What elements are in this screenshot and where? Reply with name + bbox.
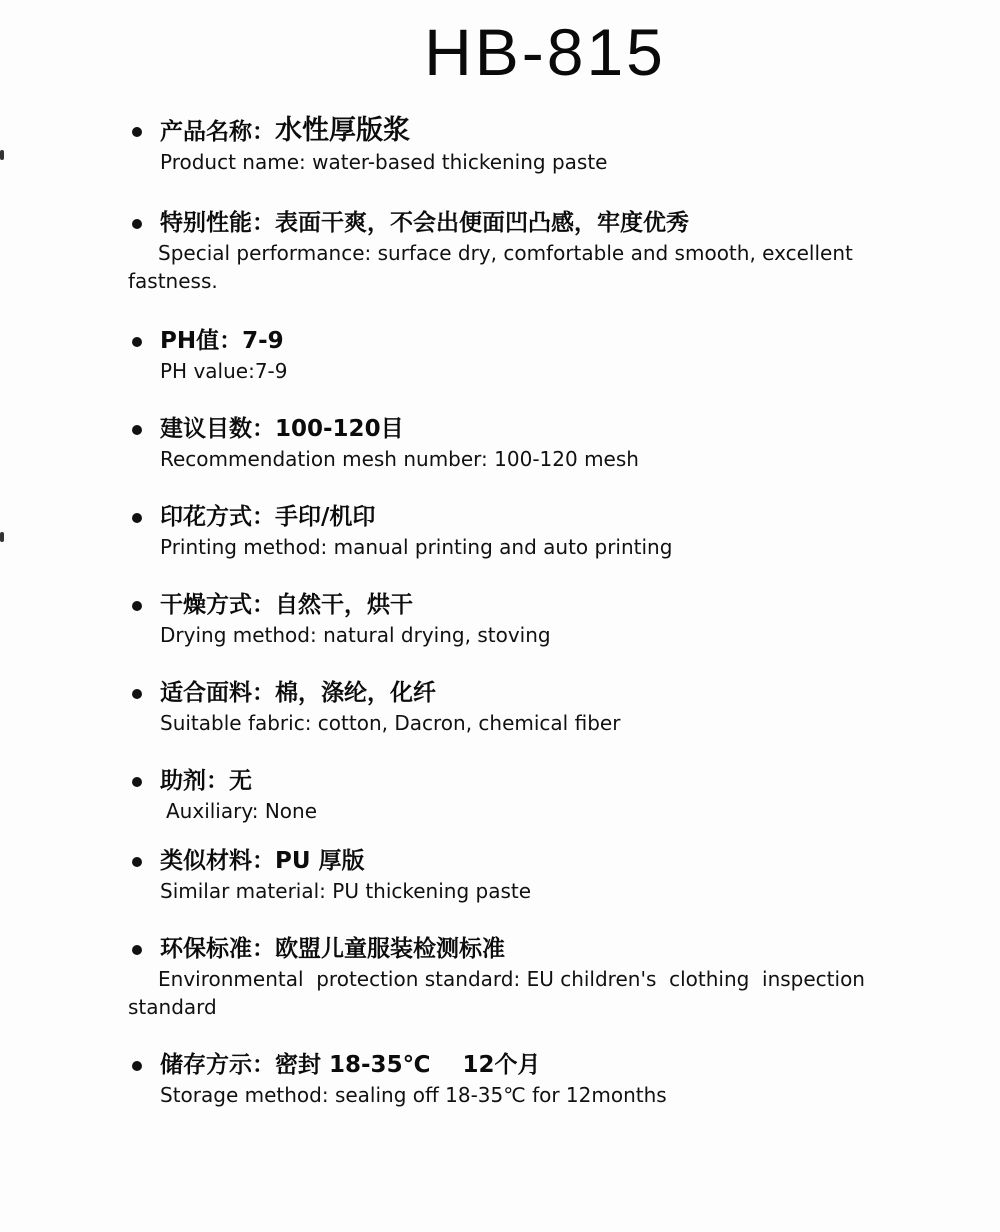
- bullet-icon: [132, 127, 142, 137]
- bullet-icon: [132, 219, 142, 229]
- spec-item-zh: [128, 208, 928, 238]
- spec-value: 7-9: [242, 328, 284, 354]
- spec-label: 助剂：: [160, 768, 229, 794]
- spec-item-zh: [128, 414, 928, 444]
- spec-label: 储存方示：: [160, 1052, 275, 1078]
- spec-item-en: Environmental protection standard: EU children's clothing inspection standard: [128, 967, 872, 1019]
- spec-label: 产品名称：: [160, 119, 275, 145]
- spec-label: 环保标准：: [160, 936, 275, 962]
- spec-item-zh: [128, 116, 928, 147]
- spec-item-zh: [128, 766, 928, 796]
- spec-item-environmental-standard: [128, 934, 928, 1021]
- spec-item-zh: [128, 846, 928, 876]
- spec-item-similar-material: [128, 846, 928, 905]
- spec-label: 类似材料：: [160, 848, 275, 874]
- bullet-icon: [132, 513, 142, 523]
- spec-value: 无: [229, 768, 252, 794]
- spec-item-en: Drying method: natural drying, stoving: [160, 623, 551, 647]
- spec-item-drying-method: [128, 590, 928, 649]
- product-code-title: HB-815: [424, 15, 666, 89]
- bullet-icon: [132, 777, 142, 787]
- spec-item-product-name: [128, 116, 928, 176]
- spec-item-printing-method: [128, 502, 928, 561]
- spec-item-en: Recommendation mesh number: 100-120 mesh: [160, 447, 639, 471]
- bullet-icon: [132, 601, 142, 611]
- spec-item-storage-method: [128, 1050, 928, 1109]
- spec-item-zh: [128, 502, 928, 532]
- spec-label: PH值：: [160, 328, 243, 354]
- spec-item-en: Similar material: PU thickening paste: [160, 879, 532, 903]
- spec-label: 适合面料：: [160, 680, 275, 706]
- spec-item-zh: [128, 590, 928, 620]
- spec-value: 表面干爽，不会出便面凹凸感，牢度优秀: [275, 210, 689, 236]
- spec-item-suitable-fabric: [128, 678, 928, 737]
- spec-value: PU 厚版: [275, 848, 365, 874]
- bullet-icon: [132, 425, 142, 435]
- spec-value: 密封 18-35℃ 12个月: [275, 1052, 541, 1078]
- spec-item-en: Printing method: manual printing and auto printing: [160, 535, 673, 559]
- bullet-icon: [132, 689, 142, 699]
- spec-item-en: Special performance: surface dry, comfortable and smooth, excellent fastness.: [128, 241, 853, 293]
- spec-item-special-performance: [128, 208, 928, 295]
- bullet-icon: [132, 1061, 142, 1071]
- spec-item-zh: [128, 934, 928, 964]
- spec-item-zh: [128, 1050, 928, 1080]
- edge-mark: [0, 532, 4, 542]
- bullet-icon: [132, 945, 142, 955]
- spec-label: 干燥方式：: [160, 592, 275, 618]
- spec-value: 自然干，烘干: [275, 592, 413, 618]
- spec-value: 水性厚版浆: [275, 115, 410, 146]
- spec-item-en: Auxiliary: None: [166, 799, 317, 823]
- spec-label: 印花方式：: [160, 504, 275, 530]
- spec-label: 特别性能：: [160, 210, 275, 236]
- spec-value: 100-120目: [275, 416, 404, 442]
- spec-item-zh: [128, 326, 928, 356]
- spec-item-en: PH value:7-9: [160, 359, 288, 383]
- spec-value: 欧盟儿童服装检测标准: [275, 936, 505, 962]
- spec-item-mesh: [128, 414, 928, 473]
- spec-label: 建议目数：: [160, 416, 275, 442]
- edge-mark: [0, 150, 4, 160]
- spec-item-auxiliary: [128, 766, 928, 825]
- spec-item-en: Suitable fabric: cotton, Dacron, chemical fiber: [160, 711, 621, 735]
- bullet-icon: [132, 337, 142, 347]
- spec-item-en: Storage method: sealing off 18-35℃ for 12months: [160, 1083, 667, 1107]
- bullet-icon: [132, 857, 142, 867]
- spec-item-zh: [128, 678, 928, 708]
- spec-value: 手印/机印: [275, 504, 376, 530]
- spec-item-en: Product name: water-based thickening paste: [160, 150, 608, 174]
- spec-value: 棉，涤纶，化纤: [275, 680, 436, 706]
- spec-item-ph: [128, 326, 928, 385]
